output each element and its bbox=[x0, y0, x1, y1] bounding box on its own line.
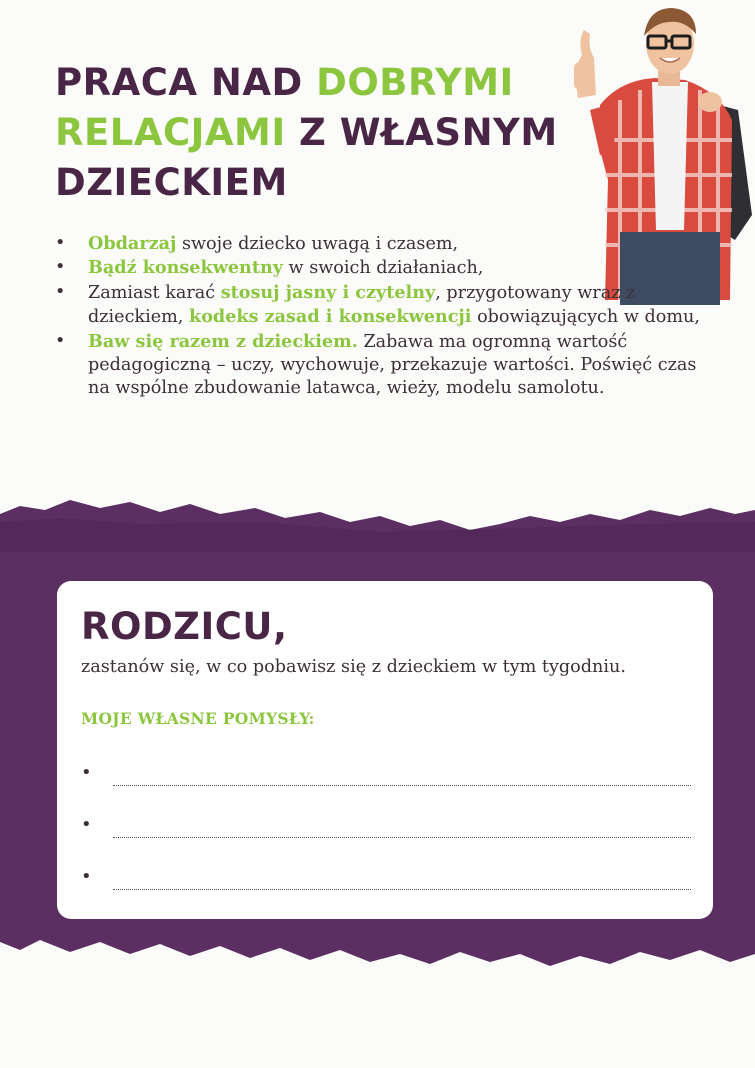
list-item bbox=[55, 330, 705, 401]
card-subtitle: zastanów się, w co pobawisz się z dzieckiem w tym tygodniu. bbox=[81, 657, 626, 677]
title-part-3: RELACJAMI bbox=[55, 111, 286, 154]
dotted-rule bbox=[113, 889, 691, 890]
card-title: RODZICU, bbox=[81, 605, 288, 648]
title-part-4: Z WŁASNYM bbox=[285, 111, 558, 154]
dotted-rule bbox=[113, 785, 691, 786]
bullet-icon: • bbox=[55, 281, 66, 302]
tip-text: obowiązujących w domu, bbox=[471, 307, 700, 328]
bullet-icon: • bbox=[81, 866, 92, 887]
idea-input-line-3[interactable] bbox=[81, 868, 691, 890]
reflection-card bbox=[57, 581, 713, 919]
tips-list bbox=[55, 232, 705, 401]
tip-text: swoje dziecko uwagą i czasem, bbox=[176, 234, 459, 254]
title-part-2: DOBRYMI bbox=[316, 61, 514, 104]
ideas-heading: MOJE WŁASNE POMYSŁY: bbox=[81, 709, 315, 728]
tip-highlight: Bądź konsekwentny bbox=[88, 257, 283, 279]
list-item bbox=[55, 256, 705, 280]
idea-input-line-1[interactable] bbox=[81, 764, 691, 786]
dotted-rule bbox=[113, 837, 691, 838]
bullet-icon: • bbox=[55, 233, 66, 253]
tip-text: Zabawa ma ogromną wartość pedagogiczną – uczy, wychowuje, przekazuje wartości. Poświęć czas na wspólne zbudowanie latawca, wieży, modelu samolotu. bbox=[88, 331, 697, 399]
title-part-1: PRACA NAD bbox=[55, 61, 317, 104]
tip-highlight: Obdarzaj bbox=[88, 233, 177, 254]
bullet-icon: • bbox=[81, 814, 92, 835]
idea-input-line-2[interactable] bbox=[81, 816, 691, 838]
tip-highlight: kodeks zasad i konsekwencji bbox=[189, 306, 472, 328]
tip-text: , przygotowany wraz z dzieckiem, bbox=[88, 282, 636, 328]
bullet-icon: • bbox=[55, 257, 66, 278]
page-title bbox=[55, 58, 615, 208]
bullet-icon: • bbox=[55, 330, 66, 351]
tip-text: Zamiast karać bbox=[88, 282, 221, 303]
title-part-5: DZIECKIEM bbox=[55, 161, 288, 204]
bullet-icon: • bbox=[81, 762, 92, 783]
tip-text: w swoich działaniach, bbox=[282, 258, 484, 279]
tip-highlight: Baw się razem z dzieckiem. bbox=[88, 330, 358, 352]
tip-highlight: stosuj jasny i czytelny bbox=[220, 281, 436, 303]
list-item bbox=[55, 281, 705, 330]
list-item bbox=[55, 232, 705, 256]
